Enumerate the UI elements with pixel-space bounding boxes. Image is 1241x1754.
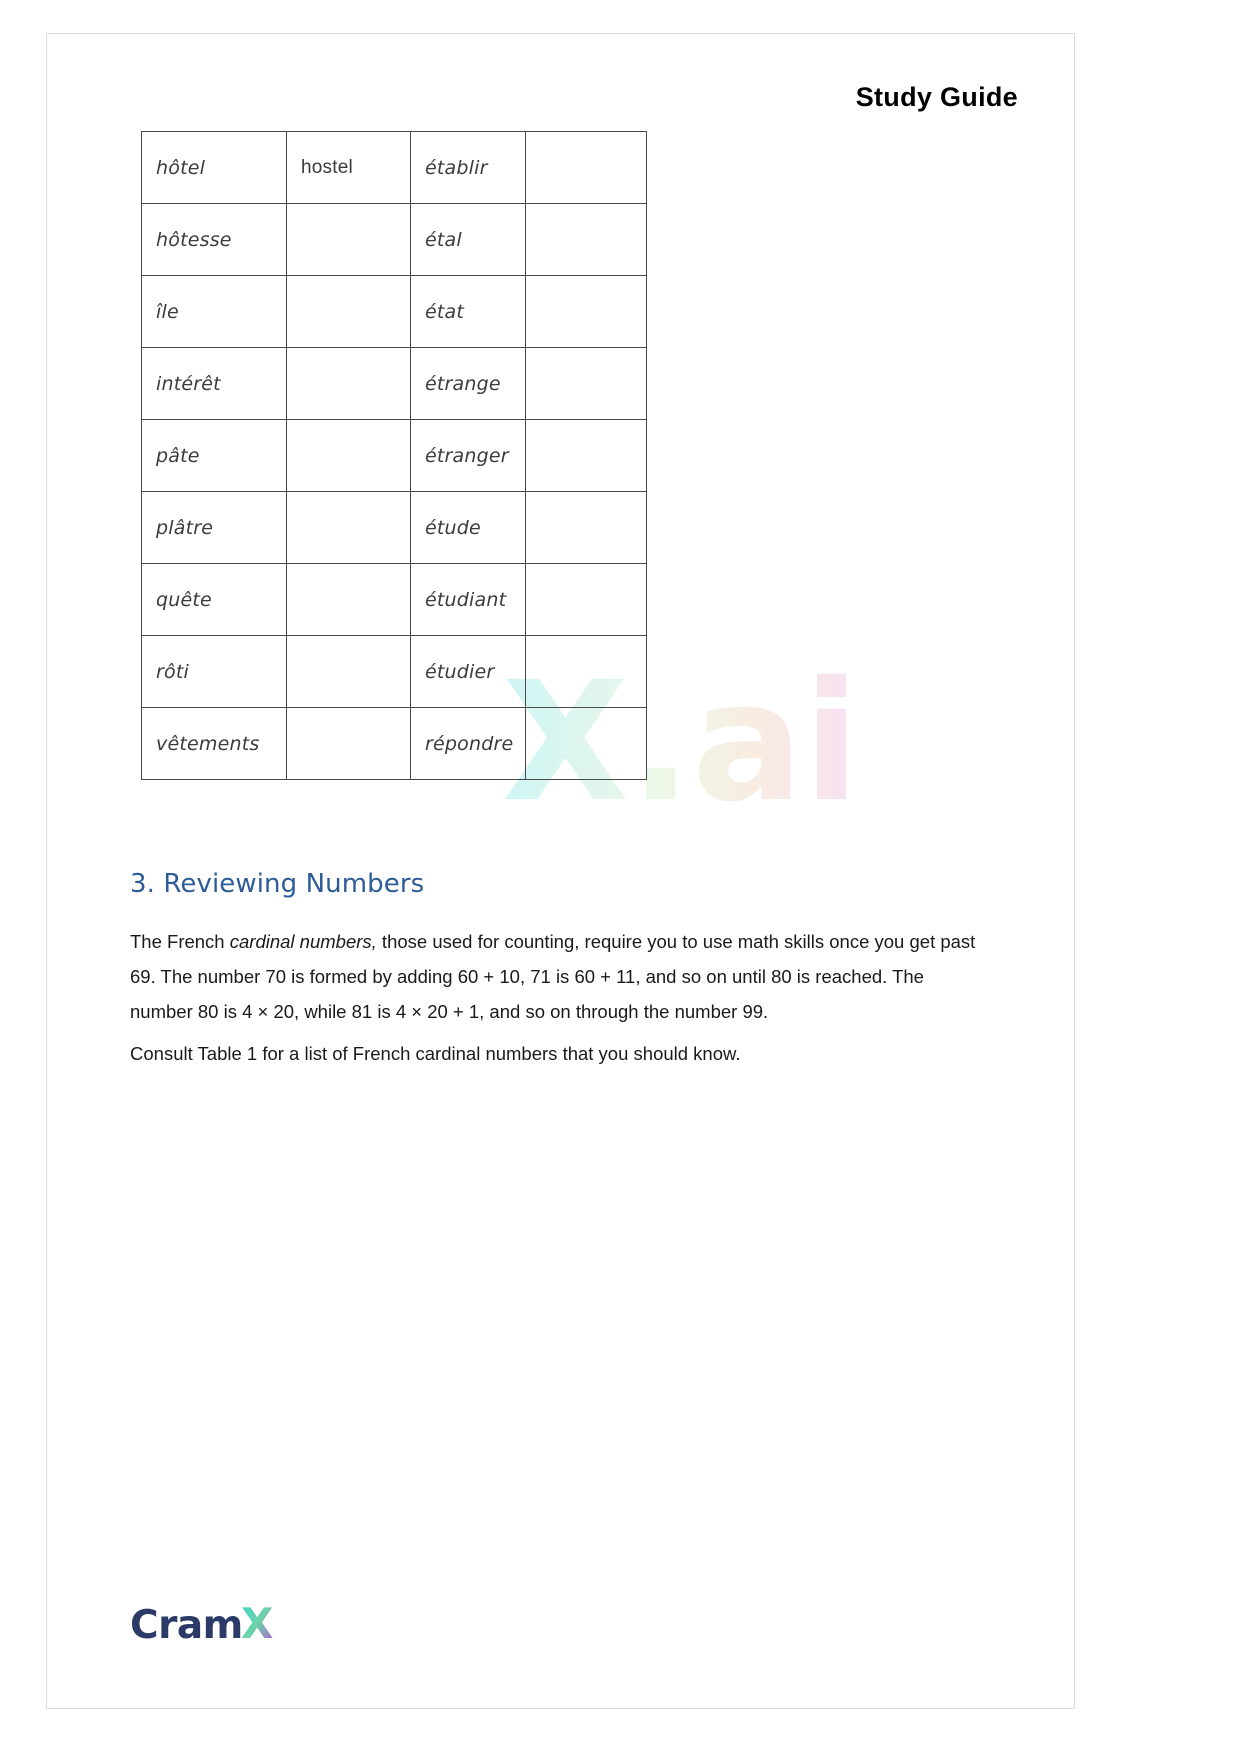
table-cell-french-2: étranger [411,420,526,492]
paragraph-cardinal-numbers [130,924,982,1029]
table-cell-english-2 [526,132,647,204]
table-cell-french-2: étudier [411,636,526,708]
table-row [142,276,647,348]
table-cell-french: vêtements [142,708,287,780]
table-row [142,708,647,780]
table-cell-english: hostel [287,132,411,204]
table-cell-english [287,564,411,636]
table-cell-english-2 [526,276,647,348]
table-cell-french-2: étal [411,204,526,276]
table-cell-french-2: étrange [411,348,526,420]
table-cell-english-2 [526,420,647,492]
table-row [142,636,647,708]
vocabulary-table-body [142,132,647,780]
table-cell-english [287,492,411,564]
table-cell-english-2 [526,492,647,564]
table-row [142,420,647,492]
table-cell-french-2: étudiant [411,564,526,636]
table-cell-french: intérêt [142,348,287,420]
table-cell-english-2 [526,204,647,276]
table-cell-french-2: établir [411,132,526,204]
table-cell-french: rôti [142,636,287,708]
cramx-logo [130,1602,283,1648]
table-cell-english-2 [526,348,647,420]
table-cell-english [287,276,411,348]
table-cell-english-2 [526,636,647,708]
table-row [142,492,647,564]
table-cell-english [287,708,411,780]
table-cell-english [287,204,411,276]
table-cell-french-2: état [411,276,526,348]
table-cell-french-2: étude [411,492,526,564]
table-cell-french: plâtre [142,492,287,564]
table-cell-french: hôtel [142,132,287,204]
table-cell-french: pâte [142,420,287,492]
svg-text:X.ai: X.ai [502,649,860,838]
table-cell-french: hôtesse [142,204,287,276]
page-title: Study Guide [855,82,1018,112]
table-cell-english-2 [526,708,647,780]
vocabulary-table [141,131,647,780]
svg-text:X: X [240,1603,274,1647]
paragraph-consult-table: Consult Table 1 for a list of French cardinal numbers that you should know. [130,1043,741,1064]
table-row [142,348,647,420]
table-cell-french-2: répondre [411,708,526,780]
table-cell-french: quête [142,564,287,636]
table-cell-english [287,420,411,492]
table-row [142,204,647,276]
paragraph-text-part-1: The French [130,931,230,952]
paragraph-emphasis-cardinal-numbers: cardinal numbers, [229,931,377,952]
table-cell-french: île [142,276,287,348]
table-cell-english-2 [526,564,647,636]
table-row [142,564,647,636]
vocabulary-table-container [141,131,646,780]
table-cell-english [287,348,411,420]
table-row [142,132,647,204]
paragraph-text-part-2: those used for counting, require you to use math skills once you get past 69. The number 70 is formed by adding 60 + 10, 71 is 60 + 11, and so on until 80 is reached. The number 80 is 4 × 20, while 81 is 4 × 20 + 1, and so on through the number 99. [130,931,976,1022]
logo-x-icon [241,1603,283,1647]
table-cell-english [287,636,411,708]
document-page [46,33,1075,1709]
section-heading-reviewing-numbers: 3. Reviewing Numbers [130,869,425,899]
logo-wordmark: Cram [130,1602,243,1648]
